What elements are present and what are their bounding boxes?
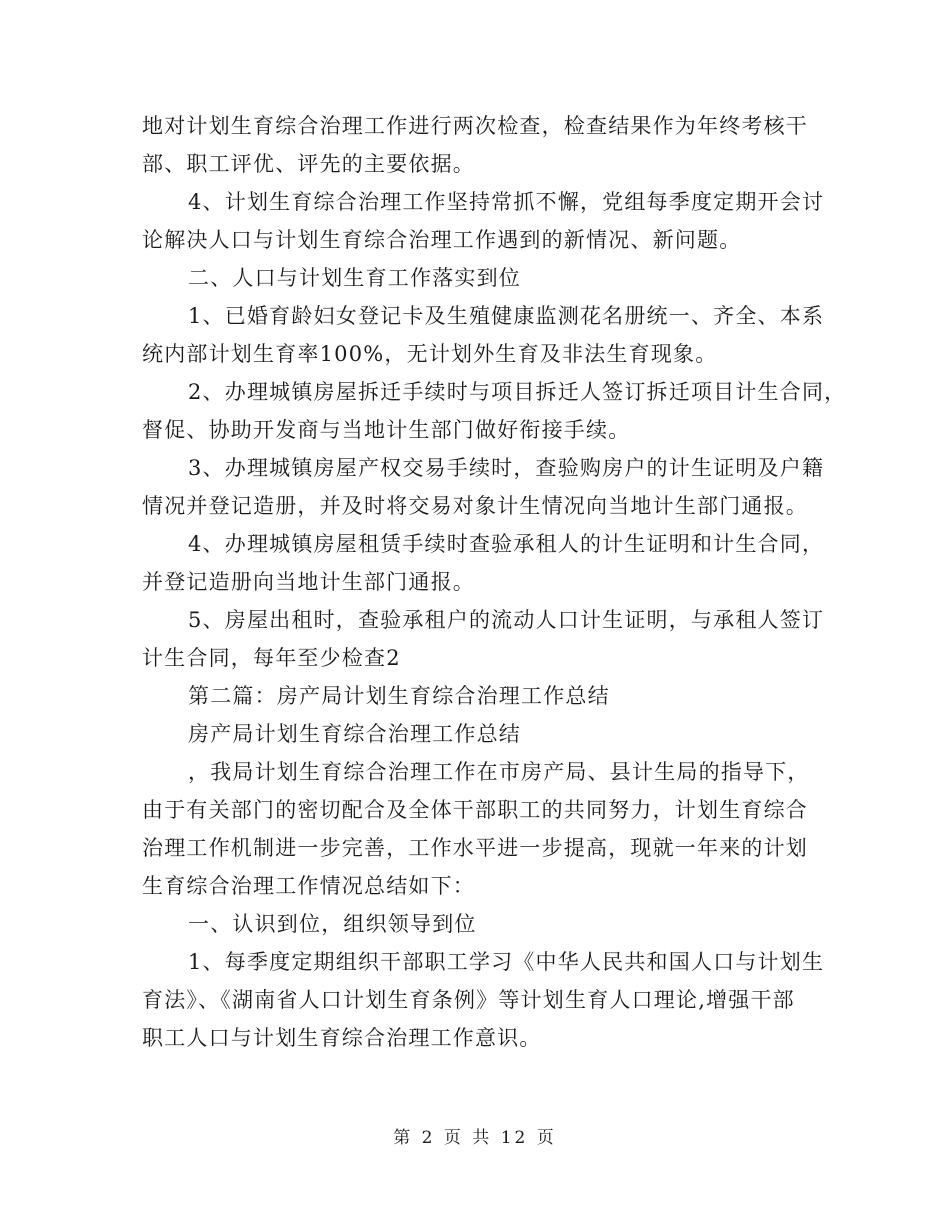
text-line: 生育综合治理工作情况总结如下： [142, 874, 475, 898]
text-line: 5、房屋出租时，查验承租户的流动人口计生证明，与承租人签订 [188, 608, 825, 632]
text-line: 计生合同，每年至少检查2 [142, 646, 401, 670]
text-line: ，我局计划生育综合治理工作在市房产局、县计生局的指导下， [188, 760, 810, 784]
text-line: 并登记造册向当地计生部门通报。 [142, 570, 475, 594]
page-footer: 第 2 页 共 12 页 [393, 1128, 557, 1148]
text-line: 3、办理城镇房屋产权交易手续时，查验购房户的计生证明及户籍 [188, 456, 825, 480]
section-heading: 一、认识到位，组织领导到位 [188, 912, 477, 936]
text-line: 4、办理城镇房屋租赁手续时查验承租人的计生证明和计生合同， [188, 532, 825, 556]
text-line: 1、每季度定期组织干部职工学习《中华人民共和国人口与计划生 [188, 950, 825, 974]
document-title: 房产局计划生育综合治理工作总结 [188, 722, 521, 746]
text-line: 职工人口与计划生育综合治理工作意识。 [142, 1026, 542, 1050]
text-line: 部、职工评优、评先的主要依据。 [142, 152, 475, 176]
section-heading: 二、人口与计划生育工作落实到位 [188, 266, 521, 290]
text-line: 由于有关部门的密切配合及全体干部职工的共同努力，计划生育综合 [142, 798, 808, 822]
text-line: 论解决人口与计划生育综合治理工作遇到的新情况、新问题。 [142, 228, 742, 252]
text-line: 1、已婚育龄妇女登记卡及生殖健康监测花名册统一、齐全、本系 [188, 304, 825, 328]
text-line: 治理工作机制进一步完善，工作水平进一步提高，现就一年来的计划 [142, 836, 808, 860]
chapter-heading: 第二篇：房产局计划生育综合治理工作总结 [188, 684, 610, 708]
text-line: 2、办理城镇房屋拆迁手续时与项目拆迁人签订拆迁项目计生合同， [188, 380, 847, 404]
text-line: 4、计划生育综合治理工作坚持常抓不懈，党组每季度定期开会讨 [188, 190, 825, 214]
text-line: 情况并登记造册，并及时将交易对象计生情况向当地计生部门通报。 [142, 494, 808, 518]
text-line: 督促、协助开发商与当地计生部门做好衔接手续。 [142, 418, 631, 442]
text-line: 统内部计划生育率100%，无计划外生育及非法生育现象。 [142, 342, 718, 366]
text-line: 育法》、《湖南省人口计划生育条例》等计划生育人口理论,增强干部 [142, 988, 795, 1012]
text-line: 地对计划生育综合治理工作进行两次检查，检查结果作为年终考核干 [142, 114, 808, 138]
